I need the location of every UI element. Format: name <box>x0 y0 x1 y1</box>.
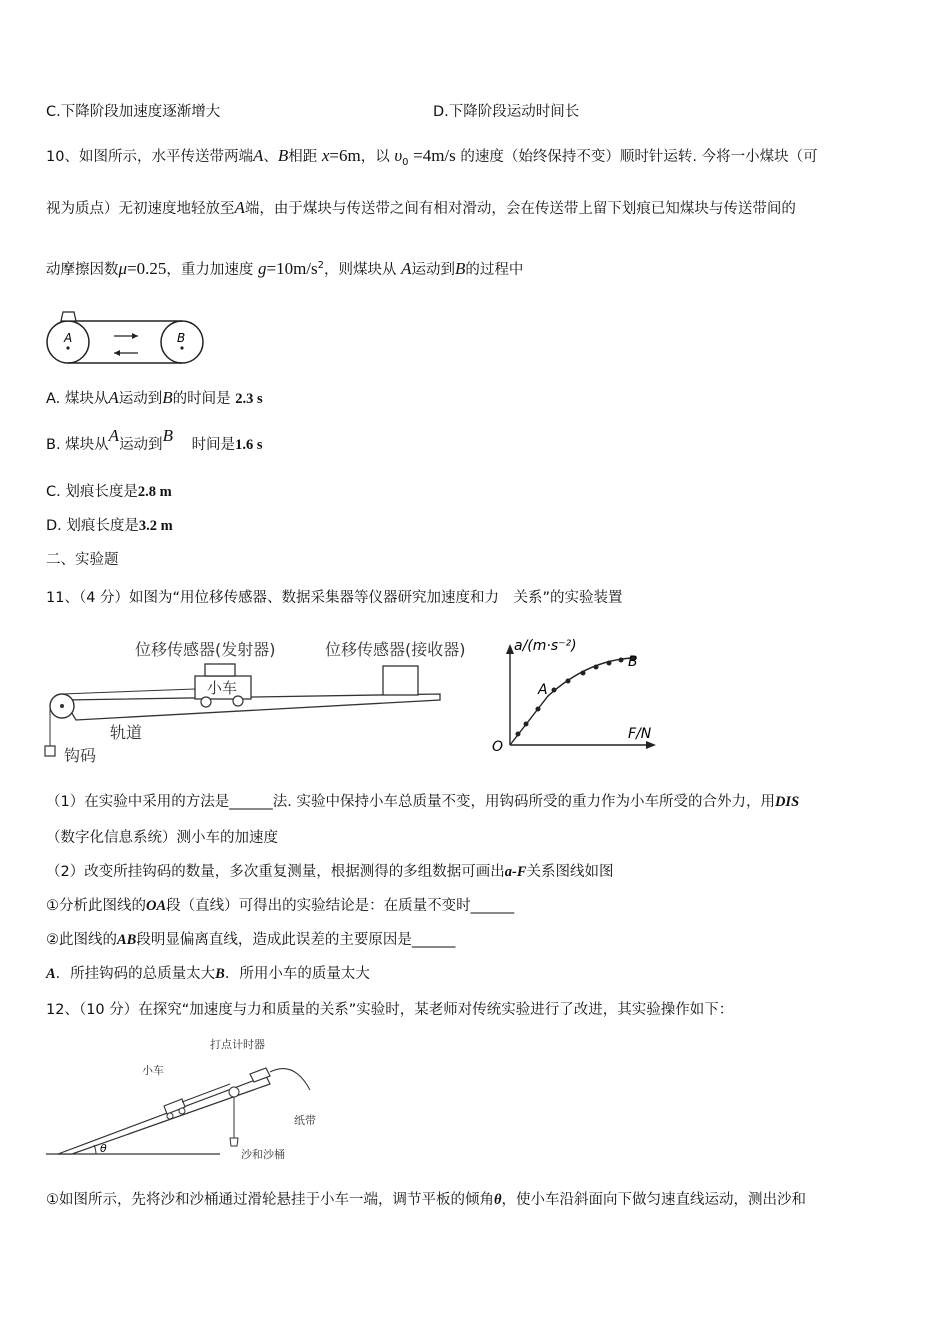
fig-label-a: A <box>64 331 73 345</box>
q10-option-d: D. 划痕长度是3.2 m <box>46 518 173 534</box>
hook-weight-icon <box>45 746 55 756</box>
section-title: 二、实验题 <box>46 552 119 568</box>
graph-point-b-label: B <box>628 654 638 670</box>
q12-part-1: ①如图所示，先将沙和沙桶通过滑轮悬挂于小车一端，调节平板的倾角θ，使小车沿斜面向下做匀速直线运动，测出沙和 <box>46 1192 807 1208</box>
q11-part-1: （1）在实验中采用的方法是______法. 实验中保持小车总质量不变，用钩码所受的重力作为小车所受的合外力，用DIS <box>46 794 800 810</box>
graph-point <box>566 679 571 684</box>
tape-label: 纸带 <box>294 1114 316 1127</box>
timer-label: 打点计时器 <box>210 1038 265 1051</box>
cart-label: 小车 <box>207 679 238 697</box>
graph-point <box>524 722 529 727</box>
angle-arc <box>94 1145 96 1154</box>
coal-block-icon <box>61 312 76 321</box>
sand-bucket-icon <box>230 1138 238 1146</box>
incline-board <box>58 1076 270 1154</box>
graph-point <box>607 661 612 666</box>
q11-part-1-cont: （数字化信息系统）测小车的加速度 <box>46 830 278 846</box>
graph-x-label: F/N <box>628 726 652 742</box>
graph-origin-label: O <box>492 739 504 755</box>
sand-bucket-label: 沙和沙桶 <box>241 1148 285 1161</box>
track-label: 轨道 <box>110 723 143 742</box>
q11-part-2: （2）改变所挂钩码的数量，多次重复测量，根据测得的多组数据可画出a-F关系图线如图 <box>46 864 614 880</box>
graph-point <box>619 658 624 663</box>
graph-point <box>581 671 586 676</box>
cart-wheel-left <box>201 697 211 707</box>
pulley-a-axle <box>66 346 69 349</box>
angle-theta-label: θ <box>100 1142 107 1155</box>
q11-part-4: ②此图线的AB段明显偏离直线，造成此误差的主要原因是______ <box>46 932 456 948</box>
arrow-left-head <box>114 350 120 356</box>
q11-part-3: ①分析此图线的OA段（直线）可得出的实验结论是：在质量不变时______ <box>46 898 515 914</box>
q11-title: 11、（4 分）如图为“用位移传感器、数据采集器等仪器研究加速度和力 关系”的实验装置 <box>46 590 623 606</box>
q11-af-graph <box>488 630 668 760</box>
receiver-box <box>383 666 418 695</box>
q9-option-d: D.下降阶段运动时间长 <box>433 104 580 120</box>
q10-option-b: B. 煤块从A运动到B 时间是1.6 s <box>46 426 263 453</box>
sensor-transmitter-label: 位移传感器(发射器) <box>135 640 276 659</box>
q10-line-1: 10、如图所示，水平传送带两端A、B相距 x=6m，以 $\upsilon_0 =4m/s$ 的速度（始终保持不变）顺时针运转. 今将一小煤块（可 <box>46 146 818 168</box>
pulley-b-axle <box>180 346 183 349</box>
graph-curve <box>510 658 633 745</box>
q10-line-3: 动摩擦因数μ=0.25，重力加速度 $g=10m/s^2$，则煤块从 A运动到B的过程中 <box>46 258 524 278</box>
graph-points <box>516 656 636 737</box>
graph-point <box>552 688 557 693</box>
track <box>64 694 440 720</box>
cart-wheel <box>167 1113 173 1119</box>
cart-label: 小车 <box>142 1064 164 1077</box>
graph-y-label: a/(m·s⁻²) <box>514 638 577 654</box>
arrow-right-head <box>132 333 138 339</box>
q10-option-c: C. 划痕长度是2.8 m <box>46 484 172 500</box>
paper-tape <box>270 1069 310 1090</box>
graph-point <box>536 707 541 712</box>
q12-title: 12、（10 分）在探究“加速度与力和质量的关系”实验时，某老师对传统实验进行了改进，其实验操作如下： <box>46 1002 734 1018</box>
cart-wheel <box>179 1108 185 1114</box>
sensor-receiver-label: 位移传感器(接收器) <box>325 640 466 659</box>
q9-option-c: C.下降阶段加速度逐渐增大 <box>46 104 221 120</box>
fig-label-b: B <box>177 331 186 345</box>
conveyor-figure <box>44 306 208 368</box>
graph-x-arrow-icon <box>646 741 656 749</box>
hook-weight-label: 钩码 <box>64 746 97 765</box>
q10-line-2: 视为质点）无初速度地轻放至A端，由于煤块与传送带之间有相对滑动，会在传送带上留下划痕已知煤块与传送带间的 <box>46 198 796 217</box>
q11-apparatus-figure <box>40 628 490 770</box>
transmitter-box <box>205 664 235 676</box>
q12-apparatus-figure <box>44 1034 334 1168</box>
graph-point <box>516 732 521 737</box>
pulley-icon <box>229 1087 239 1097</box>
string-horizontal <box>62 689 195 694</box>
cart-wheel-right <box>233 696 243 706</box>
graph-y-arrow-icon <box>506 644 514 654</box>
pulley-axle <box>60 704 64 708</box>
graph-point-a-label: A <box>538 682 548 698</box>
q10-option-a: A. 煤块从A运动到B的时间是 2.3 s <box>46 388 263 407</box>
q11-part-5: A．所挂钩码的总质量太大B．所用小车的质量太大 <box>46 966 370 982</box>
graph-point <box>594 665 599 670</box>
